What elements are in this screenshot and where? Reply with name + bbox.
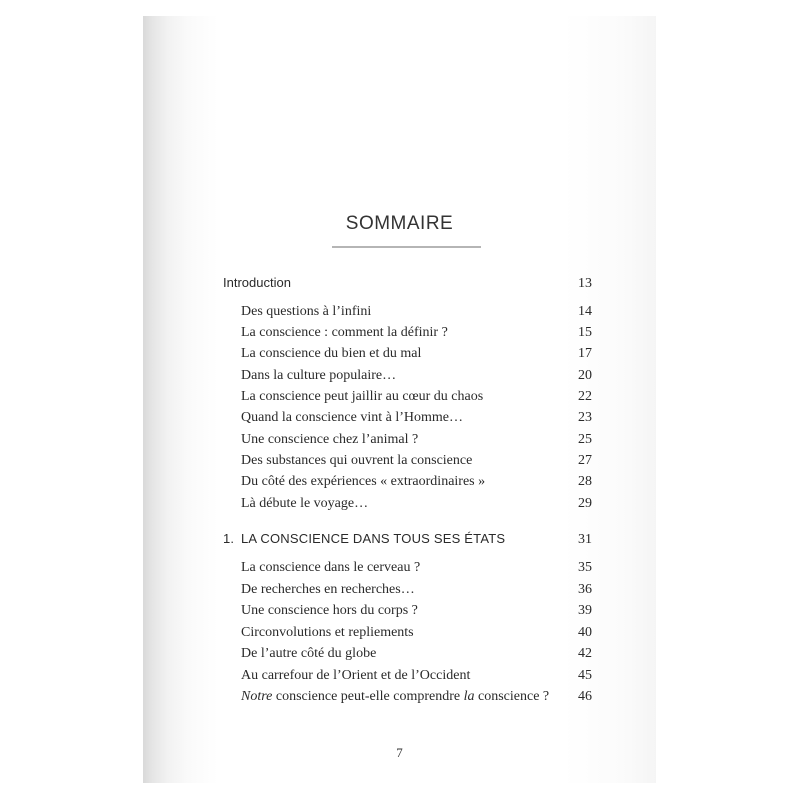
toc-subentry[interactable] <box>241 408 592 428</box>
toc-subentry[interactable] <box>241 644 592 664</box>
toc-page-number: 40 <box>578 625 592 640</box>
toc-page-number: 15 <box>578 325 592 340</box>
toc-page-number: 36 <box>578 582 592 597</box>
toc-entry-label: Une conscience hors du corps ? <box>241 603 418 618</box>
toc-page-number: 42 <box>578 646 592 661</box>
toc-page-number: 22 <box>578 389 592 404</box>
toc-entry-label <box>223 529 505 549</box>
toc-entry-label: La conscience : comment la définir ? <box>241 325 448 340</box>
title-underline <box>332 246 481 248</box>
toc-subentry[interactable] <box>241 580 592 600</box>
toc-entry-label: Des questions à l’infini <box>241 304 372 319</box>
toc-page-number: 31 <box>578 532 592 547</box>
toc-entry-label: Circonvolutions et repliements <box>241 625 414 640</box>
toc-subentry[interactable] <box>241 666 592 686</box>
toc-page-number: 28 <box>578 474 592 489</box>
toc-page-number: 13 <box>578 276 592 291</box>
toc-entry-label <box>241 687 549 707</box>
toc-entry-label: Des substances qui ouvrent la conscience <box>241 453 473 468</box>
toc-subentry[interactable] <box>241 387 592 407</box>
toc-subentry[interactable] <box>241 430 592 450</box>
chapter-number: 1. <box>223 531 235 546</box>
toc-page-number: 25 <box>578 432 592 447</box>
toc-subentry[interactable] <box>241 366 592 386</box>
toc-entry-label: Une conscience chez l’animal ? <box>241 432 419 447</box>
toc-entry-label: La conscience peut jaillir au cœur du chaos <box>241 389 484 404</box>
toc-entry-label: Au carrefour de l’Orient et de l’Occident <box>241 668 471 683</box>
italic-word-notre: Notre <box>241 689 273 704</box>
toc-subentry[interactable] <box>241 494 592 514</box>
toc-page-number: 17 <box>578 346 592 361</box>
chapter-title: LA CONSCIENCE DANS TOUS SES ÉTATS <box>241 531 506 546</box>
toc-page-number: 20 <box>578 368 592 383</box>
toc-page-number: 14 <box>578 304 592 319</box>
toc-entry-label: Introduction <box>223 275 291 290</box>
toc-subentry[interactable] <box>241 623 592 643</box>
toc-page-number: 45 <box>578 668 592 683</box>
italic-word-la: la <box>463 689 475 704</box>
toc-subentry[interactable] <box>241 323 592 343</box>
toc-page-number: 39 <box>578 603 592 618</box>
label-segment: conscience peut-elle comprendre <box>272 689 464 704</box>
toc-page-number: 23 <box>578 410 592 425</box>
toc-subentry[interactable] <box>241 451 592 471</box>
toc-entry-introduction[interactable] <box>223 273 592 293</box>
toc-entry-label: La conscience dans le cerveau ? <box>241 560 421 575</box>
book-page <box>143 16 656 783</box>
label-segment: conscience ? <box>474 689 550 704</box>
toc-entry-label: Dans la culture populaire… <box>241 368 397 383</box>
toc-entry-label: Du côté des expériences « extraordinaires » <box>241 474 486 489</box>
toc-entry-label: La conscience du bien et du mal <box>241 346 422 361</box>
toc-page-number: 27 <box>578 453 592 468</box>
page-folio-number: 7 <box>396 745 403 760</box>
toc-subentry[interactable] <box>241 472 592 492</box>
toc-subentry[interactable] <box>241 687 592 707</box>
toc-subentry[interactable] <box>241 601 592 621</box>
toc-subentry[interactable] <box>241 558 592 578</box>
toc-page-number: 46 <box>578 689 592 704</box>
toc-entry-label: Quand la conscience vint à l’Homme… <box>241 410 463 425</box>
toc-entry-label: Là débute le voyage… <box>241 496 369 511</box>
toc-page-number: 35 <box>578 560 592 575</box>
toc-page-number: 29 <box>578 496 592 511</box>
toc-subentry[interactable] <box>241 344 592 364</box>
toc-entry-label: De l’autre côté du globe <box>241 646 377 661</box>
page-title: SOMMAIRE <box>345 213 454 234</box>
toc-entry-label: De recherches en recherches… <box>241 582 415 597</box>
toc-subentry[interactable] <box>241 302 592 322</box>
toc-entry-chapter-1[interactable] <box>223 529 592 549</box>
